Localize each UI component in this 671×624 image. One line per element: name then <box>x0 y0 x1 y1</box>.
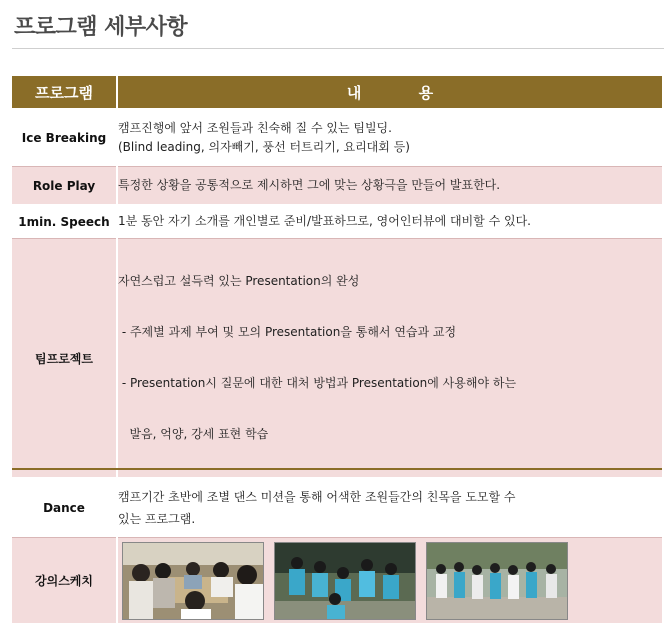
program-name: 1min. Speech <box>12 205 117 239</box>
program-name: Dance <box>12 478 117 538</box>
program-description <box>117 478 662 538</box>
description-line: 특정한 상황을 공통적으로 제시하면 그에 맞는 상황극을 만들어 발표한다. <box>118 178 501 192</box>
header-content: 내 용 <box>117 76 662 109</box>
lecture-photo <box>274 542 416 620</box>
lecture-photos <box>117 538 662 624</box>
program-description <box>117 109 662 167</box>
title-divider <box>12 48 664 49</box>
bottom-divider <box>12 468 662 470</box>
program-name: Ice Breaking <box>12 109 117 167</box>
table-row <box>12 478 662 538</box>
description-line: 있는 프로그램. <box>118 511 196 526</box>
description-line: 자연스럽고 설득력 있는 Presentation의 완성 <box>118 274 360 288</box>
table-row <box>12 167 662 205</box>
table-row <box>12 109 662 167</box>
table-row <box>12 538 662 624</box>
description-line: - 주제별 과제 부여 및 모의 Presentation을 통해서 연습과 교정 <box>118 325 457 339</box>
program-name: Role Play <box>12 167 117 205</box>
program-description <box>117 167 662 205</box>
description-line: (Blind leading, 의자빼기, 풍선 터트리기, 요리대회 등) <box>118 139 410 154</box>
table-header-row <box>12 76 662 109</box>
lecture-photo <box>122 542 264 620</box>
program-name: 팀프로젝트 <box>12 239 117 478</box>
page-title: 프로그램 세부사항 <box>14 15 188 40</box>
program-table <box>12 76 662 624</box>
lecture-photo <box>426 542 568 620</box>
description-line: 발음, 억양, 강세 표현 학습 <box>118 427 269 441</box>
program-description <box>117 205 662 239</box>
description-line: 캠프진행에 앞서 조원들과 친숙해 질 수 있는 팀빌딩. <box>118 120 392 135</box>
description-line: - Presentation시 질문에 대한 대처 방법과 Presentation에 사용해야 하는 <box>118 376 517 390</box>
header-program: 프로그램 <box>12 76 117 109</box>
table-row <box>12 205 662 239</box>
description-line: 1분 동안 자기 소개를 개인별로 준비/발표하므로, 영어인터뷰에 대비할 수 있다. <box>118 214 531 228</box>
table-row <box>12 239 662 478</box>
program-name: 강의스케치 <box>12 538 117 624</box>
description-line: 캠프기간 초반에 조별 댄스 미션을 통해 어색한 조원들간의 친목을 도모할 수 <box>118 489 516 504</box>
program-description <box>117 239 662 478</box>
